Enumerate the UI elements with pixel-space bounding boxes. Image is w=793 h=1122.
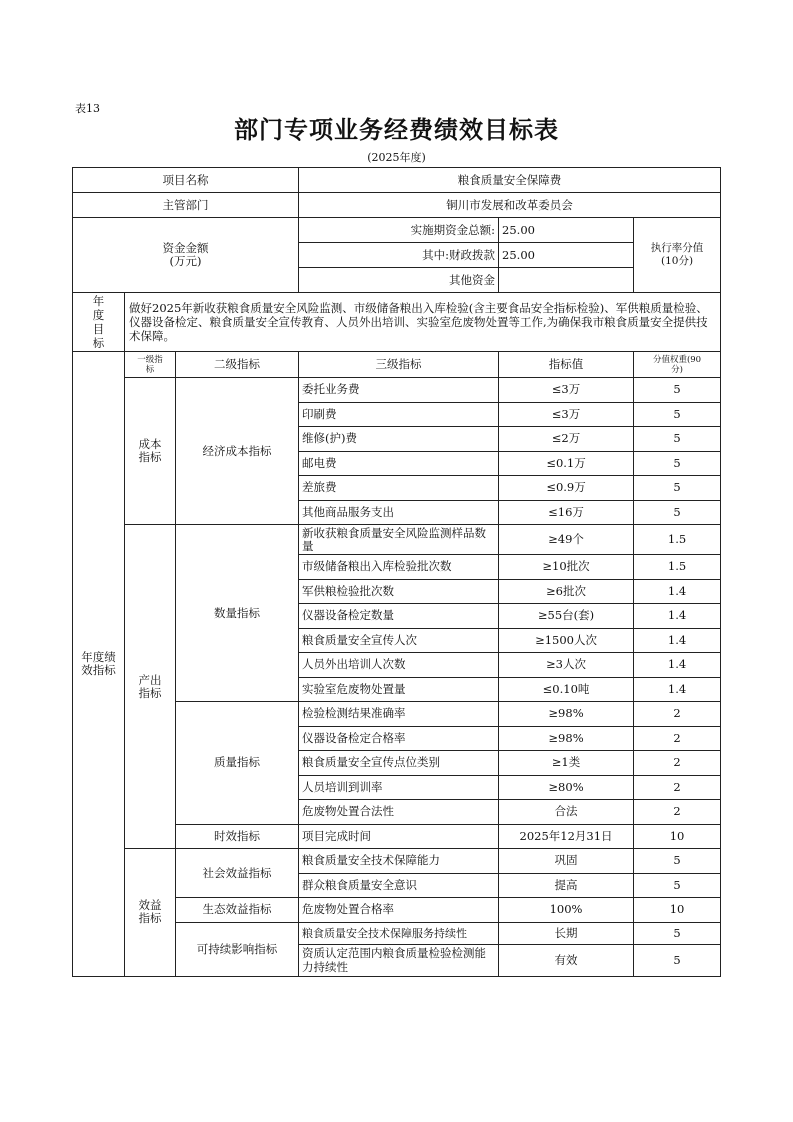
header-level1: 一级指标: [125, 352, 176, 378]
row-name: 仪器设备检定数量: [299, 604, 499, 629]
row-name: 市级储备粮出入库检验批次数: [299, 555, 499, 580]
funds-fiscal-label: 其中:财政拨款: [299, 243, 499, 268]
row-value: ≥98%: [499, 702, 634, 727]
row-weight: 2: [634, 775, 721, 800]
row-weight: 5: [634, 402, 721, 427]
row-weight: 5: [634, 476, 721, 501]
header-level2: 二级指标: [176, 352, 299, 378]
goal-text: 做好2025年新收获粮食质量安全风险监测、市级储备粮出入库检验(含主要食品安全指标检验)、军供粮质量检验、仪器设备检定、粮食质量安全宣传教育、人员外出培训、实验室危废物处置等工作,为确保我市粮食质量安全提供技术保障。: [125, 293, 721, 352]
funds-other-value: [499, 268, 634, 293]
row-value: ≥1类: [499, 751, 634, 776]
row-weight: 5: [634, 451, 721, 476]
row-value: ≥80%: [499, 775, 634, 800]
row-value: ≥3人次: [499, 653, 634, 678]
row-name: 维修(护)费: [299, 427, 499, 452]
year-label: (2025年度): [367, 151, 426, 164]
qty-level2: 数量指标: [176, 525, 299, 702]
row-value: ≤3万: [499, 378, 634, 403]
row-name: 军供粮检验批次数: [299, 579, 499, 604]
row-weight: 1.5: [634, 555, 721, 580]
row-name: 粮食质量安全宣传人次: [299, 628, 499, 653]
funds-total-label: 实施期资金总额:: [299, 218, 499, 243]
row-weight: 2: [634, 800, 721, 825]
row-value: ≥55台(套): [499, 604, 634, 629]
goal-label: 年度目标: [73, 293, 125, 352]
row-weight: 1.4: [634, 579, 721, 604]
row-value: 有效: [499, 944, 634, 976]
row-name: 印刷费: [299, 402, 499, 427]
row-name: 差旅费: [299, 476, 499, 501]
funds-label: 资金金额: [162, 241, 209, 255]
row-value: ≤3万: [499, 402, 634, 427]
row-weight: 10: [634, 898, 721, 923]
row-name: 其他商品服务支出: [299, 500, 499, 525]
row-weight: 1.5: [634, 525, 721, 555]
indicator-label: 年度绩效指标: [73, 352, 125, 977]
funds-other-label: 其他资金: [299, 268, 499, 293]
row-weight: 1.4: [634, 628, 721, 653]
exec-rate-score: (10分): [661, 255, 694, 267]
row-weight: 5: [634, 873, 721, 898]
row-name: 危废物处置合格率: [299, 898, 499, 923]
output-indicator: 产出指标: [125, 525, 176, 849]
row-value: ≥98%: [499, 726, 634, 751]
dept-label: 主管部门: [73, 193, 299, 218]
row-weight: 5: [634, 500, 721, 525]
header-level3: 三级指标: [299, 352, 499, 378]
social-level2: 社会效益指标: [176, 849, 299, 898]
table-label: 表13: [75, 102, 100, 115]
sustain-level2: 可持续影响指标: [176, 922, 299, 976]
row-value: 长期: [499, 922, 634, 944]
row-name: 实验室危废物处置量: [299, 677, 499, 702]
row-name: 资质认定范围内粮食质量检验检测能力持续性: [299, 944, 499, 976]
timely-level2: 时效指标: [176, 824, 299, 849]
row-weight: 2: [634, 751, 721, 776]
row-name: 项目完成时间: [299, 824, 499, 849]
row-value: ≥49个: [499, 525, 634, 555]
dept-value: 铜川市发展和改革委员会: [299, 193, 721, 218]
header-weight: 分值权重(90分): [634, 352, 721, 378]
funds-unit: (万元): [169, 254, 202, 268]
row-name: 人员培训到训率: [299, 775, 499, 800]
quality-level2: 质量指标: [176, 702, 299, 825]
row-weight: 5: [634, 944, 721, 976]
benefit-indicator: 效益指标: [125, 849, 176, 977]
exec-rate-cell: [634, 218, 721, 293]
row-weight: 5: [634, 378, 721, 403]
row-weight: 10: [634, 824, 721, 849]
row-value: 巩固: [499, 849, 634, 874]
row-name: 危废物处置合法性: [299, 800, 499, 825]
row-weight: 1.4: [634, 653, 721, 678]
row-name: 仪器设备检定合格率: [299, 726, 499, 751]
row-value: ≤2万: [499, 427, 634, 452]
row-value: ≤0.9万: [499, 476, 634, 501]
row-value: 提高: [499, 873, 634, 898]
row-name: 群众粮食质量安全意识: [299, 873, 499, 898]
row-name: 新收获粮食质量安全风险监测样品数量: [299, 525, 499, 555]
row-weight: 1.4: [634, 677, 721, 702]
row-value: ≤0.10吨: [499, 677, 634, 702]
row-value: ≤0.1万: [499, 451, 634, 476]
eco-level2: 生态效益指标: [176, 898, 299, 923]
cost-indicator: 成本指标: [125, 378, 176, 525]
row-value: ≤16万: [499, 500, 634, 525]
row-value: 2025年12月31日: [499, 824, 634, 849]
row-name: 粮食质量安全技术保障服务持续性: [299, 922, 499, 944]
row-value: ≥6批次: [499, 579, 634, 604]
performance-table: [72, 167, 721, 977]
row-value: ≥10批次: [499, 555, 634, 580]
row-weight: 5: [634, 849, 721, 874]
row-weight: 1.4: [634, 604, 721, 629]
row-weight: 2: [634, 726, 721, 751]
cost-level2: 经济成本指标: [176, 378, 299, 525]
project-name-label: 项目名称: [73, 168, 299, 193]
row-name: 检验检测结果准确率: [299, 702, 499, 727]
row-value: 100%: [499, 898, 634, 923]
row-name: 粮食质量安全技术保障能力: [299, 849, 499, 874]
project-name-value: 粮食质量安全保障费: [299, 168, 721, 193]
row-weight: 5: [634, 427, 721, 452]
row-name: 粮食质量安全宣传点位类别: [299, 751, 499, 776]
exec-rate-label: 执行率分值: [650, 242, 704, 254]
row-value: 合法: [499, 800, 634, 825]
row-name: 人员外出培训人次数: [299, 653, 499, 678]
row-name: 邮电费: [299, 451, 499, 476]
row-value: ≥1500人次: [499, 628, 634, 653]
header-value: 指标值: [499, 352, 634, 378]
funds-fiscal-value: 25.00: [499, 243, 634, 268]
funds-total-value: 25.00: [499, 218, 634, 243]
row-weight: 2: [634, 702, 721, 727]
funds-label-cell: [73, 218, 299, 293]
row-name: 委托业务费: [299, 378, 499, 403]
row-weight: 5: [634, 922, 721, 944]
page-title: 部门专项业务经费绩效目标表: [234, 116, 559, 144]
